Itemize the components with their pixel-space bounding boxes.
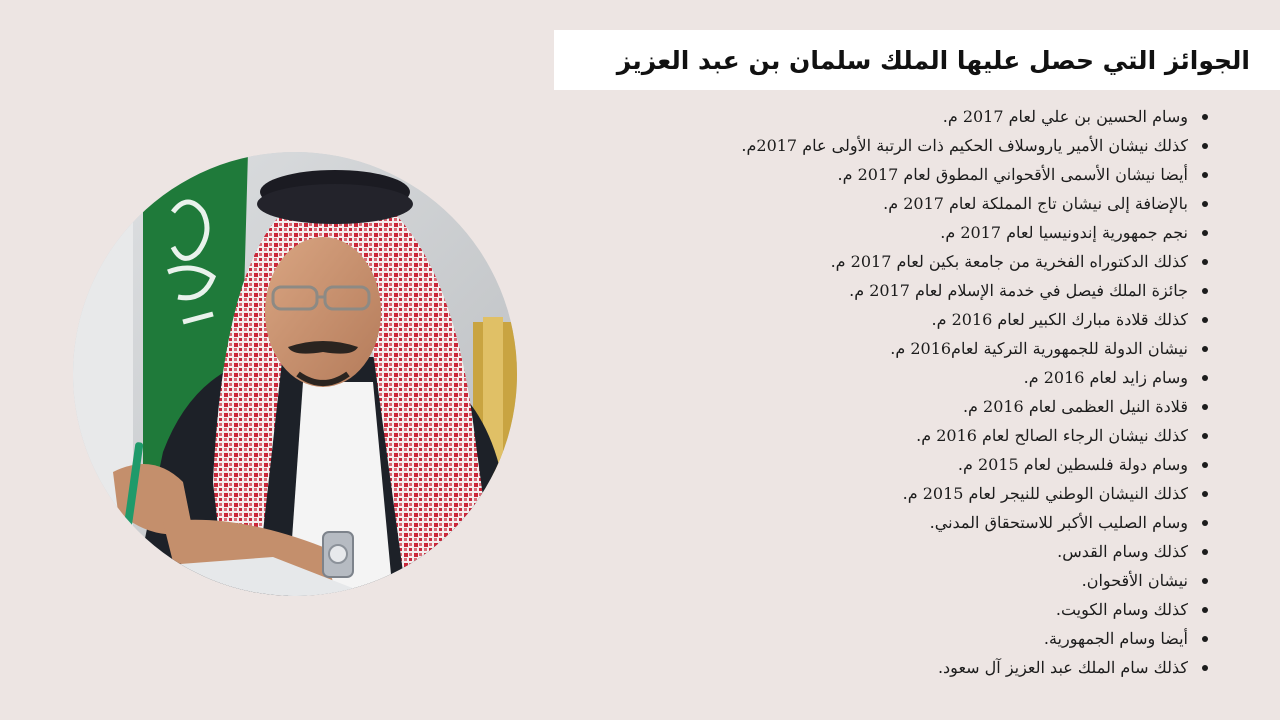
list-item: وسام دولة فلسطين لعام 2015 م.	[548, 450, 1188, 479]
list-item: وسام زايد لعام 2016 م.	[548, 363, 1188, 392]
list-item: نيشان الدولة للجمهورية التركية لعام2016 م.	[548, 334, 1188, 363]
list-item: نيشان الأقحوان.	[548, 566, 1188, 595]
list-item: أيضا وسام الجمهورية.	[548, 624, 1188, 653]
title-banner	[554, 30, 1280, 90]
list-item: كذلك الدكتوراه الفخرية من جامعة بكين لعام 2017 م.	[548, 247, 1188, 276]
awards-list	[548, 102, 1214, 682]
list-item: كذلك سام الملك عبد العزيز آل سعود.	[548, 653, 1188, 682]
list-item: وسام الحسين بن علي لعام 2017 م.	[548, 102, 1188, 131]
list-item: كذلك نيشان الأمير ياروسلاف الحكيم ذات الرتبة الأولى عام 2017م.	[548, 131, 1188, 160]
list-item: نجم جمهورية إندونيسيا لعام 2017 م.	[548, 218, 1188, 247]
list-item: كذلك قلادة مبارك الكبير لعام 2016 م.	[548, 305, 1188, 334]
slide-title: الجوائز التي حصل عليها الملك سلمان بن عبد العزيز	[616, 45, 1250, 75]
list-item: وسام الصليب الأكبر للاستحقاق المدني.	[548, 508, 1188, 537]
list-item: أيضا نيشان الأسمى الأقحواني المطوق لعام 2017 م.	[548, 160, 1188, 189]
list-item: جائزة الملك فيصل في خدمة الإسلام لعام 2017 م.	[548, 276, 1188, 305]
list-item: كذلك وسام الكويت.	[548, 595, 1188, 624]
list-item: قلادة النيل العظمى لعام 2016 م.	[548, 392, 1188, 421]
list-item: كذلك وسام القدس.	[548, 537, 1188, 566]
list-item: بالإضافة إلى نيشان تاج المملكة لعام 2017 م.	[548, 189, 1188, 218]
portrait-photo	[73, 152, 517, 596]
list-item: كذلك نيشان الرجاء الصالح لعام 2016 م.	[548, 421, 1188, 450]
list-item: كذلك النيشان الوطني للنيجر لعام 2015 م.	[548, 479, 1188, 508]
